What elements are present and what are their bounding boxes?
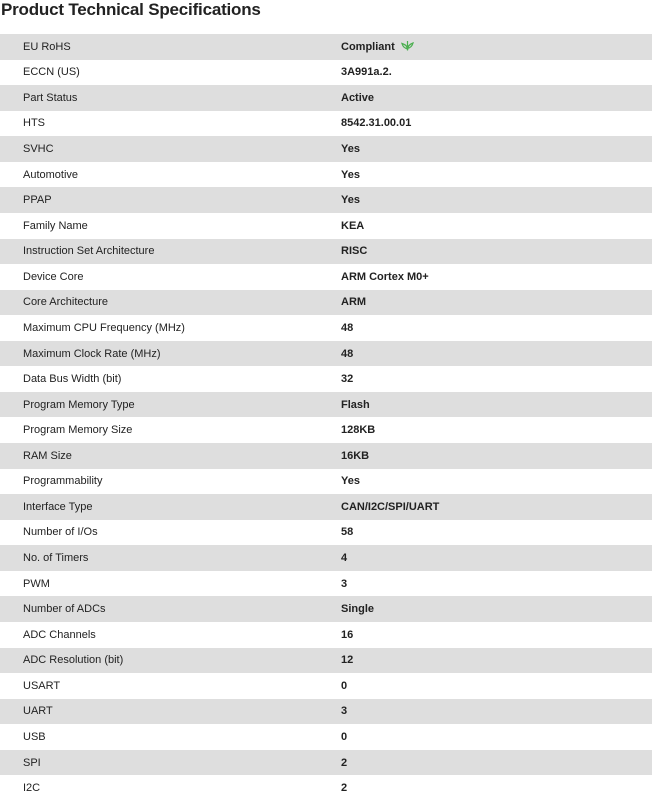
spec-value: 128KB bbox=[341, 424, 376, 437]
spec-label: RAM Size bbox=[23, 449, 72, 462]
spec-value: 8542.31.00.01 bbox=[341, 117, 412, 130]
spec-value: 16 bbox=[341, 628, 354, 641]
table-row bbox=[0, 750, 652, 776]
leaf-icon bbox=[401, 40, 414, 51]
spec-label: Part Status bbox=[23, 91, 78, 104]
spec-value: 32 bbox=[341, 373, 354, 386]
spec-label: Number of ADCs bbox=[23, 603, 106, 616]
spec-value: Single bbox=[341, 603, 375, 616]
spec-value: Yes bbox=[341, 168, 360, 181]
table-row bbox=[0, 469, 652, 495]
table-row bbox=[0, 111, 652, 137]
spec-value-cell bbox=[341, 699, 652, 725]
spec-value: 58 bbox=[341, 526, 354, 539]
spec-value: ARM bbox=[341, 296, 367, 309]
table-row bbox=[0, 392, 652, 418]
table-row bbox=[0, 341, 652, 367]
spec-value: 3A991a.2. bbox=[341, 66, 392, 79]
spec-value: 3 bbox=[341, 577, 348, 590]
table-row bbox=[0, 187, 652, 213]
spec-value: Flash bbox=[341, 398, 370, 411]
spec-table-body bbox=[0, 34, 652, 801]
spec-value-cell bbox=[341, 417, 652, 443]
spec-value: 16KB bbox=[341, 449, 370, 462]
spec-value: Active bbox=[341, 91, 375, 104]
spec-value: 48 bbox=[341, 347, 354, 360]
spec-value-cell bbox=[341, 34, 652, 60]
spec-value: 2 bbox=[341, 782, 348, 795]
spec-value-cell bbox=[341, 85, 652, 111]
spec-value-cell bbox=[341, 187, 652, 213]
spec-value-cell bbox=[341, 162, 652, 188]
spec-value: 4 bbox=[341, 552, 348, 565]
spec-value-cell bbox=[341, 366, 652, 392]
spec-value: 3 bbox=[341, 705, 348, 718]
spec-label: Program Memory Size bbox=[23, 424, 133, 437]
spec-value-cell bbox=[341, 775, 652, 801]
spec-value: 48 bbox=[341, 321, 354, 334]
table-row bbox=[0, 494, 652, 520]
spec-value-cell bbox=[341, 443, 652, 469]
spec-label: Family Name bbox=[23, 219, 88, 232]
table-row bbox=[0, 596, 652, 622]
table-row bbox=[0, 34, 652, 60]
spec-label: I2C bbox=[23, 782, 41, 795]
spec-value-cell bbox=[341, 622, 652, 648]
spec-value-cell bbox=[341, 648, 652, 674]
spec-label: Programmability bbox=[23, 475, 103, 488]
spec-value: Yes bbox=[341, 143, 360, 156]
table-row bbox=[0, 417, 652, 443]
spec-value-cell bbox=[341, 341, 652, 367]
spec-label: ADC Resolution (bit) bbox=[23, 654, 124, 667]
spec-value-cell bbox=[341, 315, 652, 341]
spec-label: Device Core bbox=[23, 270, 84, 283]
spec-label: Instruction Set Architecture bbox=[23, 245, 155, 258]
spec-value-cell bbox=[341, 545, 652, 571]
spec-value-cell bbox=[341, 111, 652, 137]
spec-value-cell bbox=[341, 571, 652, 597]
spec-value: 12 bbox=[341, 654, 354, 667]
spec-value: KEA bbox=[341, 219, 365, 232]
table-row bbox=[0, 60, 652, 86]
spec-label: UART bbox=[23, 705, 53, 718]
spec-value-cell bbox=[341, 724, 652, 750]
table-row bbox=[0, 162, 652, 188]
table-row bbox=[0, 520, 652, 546]
spec-label: PPAP bbox=[23, 194, 52, 207]
spec-value-cell bbox=[341, 673, 652, 699]
spec-value-cell bbox=[341, 520, 652, 546]
spec-value-cell bbox=[341, 136, 652, 162]
spec-label: SVHC bbox=[23, 143, 54, 156]
table-row bbox=[0, 724, 652, 750]
spec-label: Data Bus Width (bit) bbox=[23, 373, 122, 386]
spec-label: EU RoHS bbox=[23, 40, 71, 53]
table-row bbox=[0, 239, 652, 265]
table-row bbox=[0, 366, 652, 392]
table-row bbox=[0, 264, 652, 290]
spec-label: Interface Type bbox=[23, 500, 93, 513]
table-row bbox=[0, 136, 652, 162]
spec-value-cell bbox=[341, 264, 652, 290]
spec-value: 2 bbox=[341, 756, 348, 769]
table-row bbox=[0, 622, 652, 648]
table-row bbox=[0, 315, 652, 341]
spec-value-cell bbox=[341, 596, 652, 622]
spec-label: ECCN (US) bbox=[23, 66, 80, 79]
spec-value-cell bbox=[341, 60, 652, 86]
spec-value: Yes bbox=[341, 194, 360, 207]
spec-value: Yes bbox=[341, 475, 360, 488]
page-title: Product Technical Specifications bbox=[1, 0, 261, 19]
spec-label: PWM bbox=[23, 577, 50, 590]
spec-label: Maximum Clock Rate (MHz) bbox=[23, 347, 161, 360]
spec-table bbox=[0, 34, 652, 801]
table-row bbox=[0, 571, 652, 597]
spec-label: Number of I/Os bbox=[23, 526, 98, 539]
table-row bbox=[0, 775, 652, 801]
spec-label: Core Architecture bbox=[23, 296, 108, 309]
spec-value-cell bbox=[341, 750, 652, 776]
spec-value: Compliant bbox=[341, 40, 395, 53]
spec-label: No. of Timers bbox=[23, 552, 89, 565]
table-row bbox=[0, 290, 652, 316]
spec-value: 0 bbox=[341, 679, 348, 692]
spec-value-cell bbox=[341, 213, 652, 239]
spec-value-cell bbox=[341, 494, 652, 520]
spec-value: RISC bbox=[341, 245, 368, 258]
spec-label: Automotive bbox=[23, 168, 79, 181]
spec-value-cell bbox=[341, 469, 652, 495]
table-row bbox=[0, 545, 652, 571]
spec-label: USB bbox=[23, 730, 46, 743]
spec-label: Program Memory Type bbox=[23, 398, 135, 411]
spec-label: HTS bbox=[23, 117, 45, 130]
spec-value: ARM Cortex M0+ bbox=[341, 270, 429, 283]
table-row bbox=[0, 443, 652, 469]
spec-label: ADC Channels bbox=[23, 628, 96, 641]
spec-value-cell bbox=[341, 392, 652, 418]
table-row bbox=[0, 699, 652, 725]
spec-label: Maximum CPU Frequency (MHz) bbox=[23, 321, 185, 334]
table-row bbox=[0, 85, 652, 111]
spec-label: SPI bbox=[23, 756, 41, 769]
table-row bbox=[0, 648, 652, 674]
table-row bbox=[0, 673, 652, 699]
spec-value: CAN/I2C/SPI/UART bbox=[341, 500, 440, 513]
spec-value-cell bbox=[341, 290, 652, 316]
spec-label: USART bbox=[23, 679, 61, 692]
spec-value: 0 bbox=[341, 730, 348, 743]
table-row bbox=[0, 213, 652, 239]
spec-value-cell bbox=[341, 239, 652, 265]
